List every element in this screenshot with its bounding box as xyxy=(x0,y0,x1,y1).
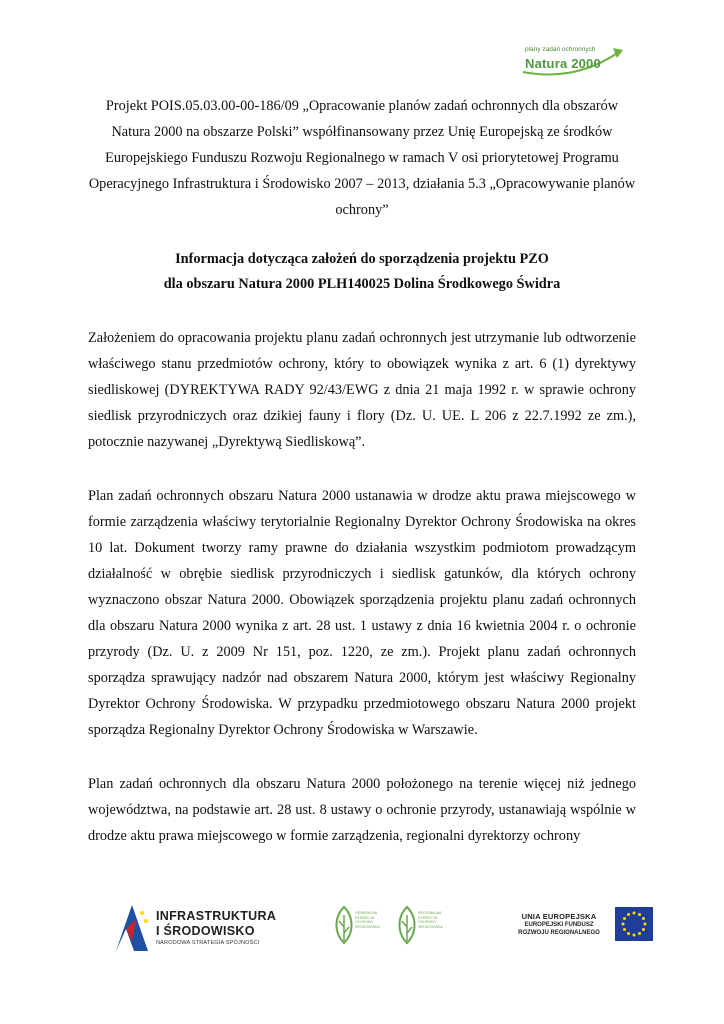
eu-star-icon xyxy=(638,932,641,935)
ios-line-3: NARODOWA STRATEGIA SPÓJNOŚCI xyxy=(156,940,260,946)
natura-tagline: plany zadań ochronnych xyxy=(525,46,596,53)
paragraph-2: Plan zadań ochronnych obszaru Natura 2000 ustanawia w drodze aktu prawa miejscowego w formie zarządzenia właściwy terytorialnie Regionalny Dyrektor Ochrony Środowiska na okres 10 lat. Dokument tworzy ramy prawne do działania wszystkim podmiotom prowadzącym działalność w obrębie siedlisk przyrodniczych i siedlisk gatunków, dla których ochrony wyznaczono obszar Natura 2000. Obowiązek sporządzenia projektu planu zadań ochronnych dla obszaru Natura 2000 wynika z art. 28 ust. 1 ustawy z dnia 16 kwietnia 2004 r. o ochronie przyrody (Dz. U. z 2009 Nr 151, poz. 1220, ze zm.). Projekt planu zadań ochronnych sporządza sprawujący nadzór nad obszarem Natura 2000, którym jest właściwy Regionalny Dyrektor Ochrony Środowiska. W przypadku przedmiotowego obszaru Natura 2000 projekt sporządza Regionalny Dyrektor Ochrony Środowiska w Warszawie. xyxy=(88,488,636,738)
eu-flag-icon xyxy=(615,907,653,941)
gdos-text: GENERALNA DYREKCJA OCHRONY ŚRODOWISKA xyxy=(355,911,380,929)
ios-line-2: I ŚRODOWISKO xyxy=(156,924,255,938)
eu-star-icon xyxy=(623,917,626,920)
leaf-icon xyxy=(396,905,418,945)
footer-logos xyxy=(0,893,724,963)
project-intro: Projekt POIS.05.03.00-00-186/09 „Opracowanie planów zadań ochronnych dla obszarów Natura 2000 na obszarze Polski” współfinansowany przez Unię Europejską ze środków Europejskiego Funduszu Rozwoju Regionalnego w ramach V osi priorytetowej Programu Operacyjnego Infrastruktura i Środowisko 2007 – 2013, działania 5.3 „Opracowywanie planów ochrony” xyxy=(88,98,636,218)
eu-line-2: EUROPEJSKI FUNDUSZ xyxy=(524,922,594,928)
document-title xyxy=(88,247,636,297)
infrastruktura-srodowisko-logo xyxy=(112,901,282,953)
ios-line-1: INFRASTRUKTURA xyxy=(156,909,277,923)
rdos-logo xyxy=(396,905,443,945)
eu-star-icon xyxy=(633,934,636,937)
eu-star-icon xyxy=(627,932,630,935)
eu-star-icon xyxy=(627,913,630,916)
eu-star-icon xyxy=(642,917,645,920)
eu-star-icon xyxy=(644,923,647,926)
eu-star-icon xyxy=(633,912,636,915)
title-line-2: dla obszaru Natura 2000 PLH140025 Dolina Środkowego Świdra xyxy=(163,276,561,292)
rdos-text: REGIONALNA DYREKCJA OCHRONY ŚRODOWISKA xyxy=(418,911,443,929)
paragraph-3: Plan zadań ochronnych dla obszaru Natura 2000 położonego na terenie więcej niż jednego województwa, na podstawie art. 28 ust. 8 ustawy o ochronie przyrody, ustanawiają wspólnie w drodze aktu prawa miejscowego w formie zarządzenia, regionalni dyrektorzy ochrony xyxy=(88,776,636,844)
title-line-1: Informacja dotycząca założeń do sporządzenia projektu PZO xyxy=(175,251,549,267)
natura-2000-logo xyxy=(515,42,627,78)
paragraph-1: Założeniem do opracowania projektu planu zadań ochronnych jest utrzymanie lub odtworzenie właściwego stanu przedmiotów ochrony, który to obowiązek wynika z art. 6 (1) dyrektywy siedliskowej (DYREKTYWA RADY 92/43/EWG z dnia 21 maja 1992 r. w sprawie ochrony siedlisk przyrodniczych oraz dzikiej fauny i flory (Dz. U. UE. L 206 z 22.7.1992 ze zm.), potocznie nazywanej „Dyrektywą Siedliskową”. xyxy=(88,330,636,450)
eu-star-icon xyxy=(623,928,626,931)
ios-flag-icon xyxy=(112,901,152,953)
gdos-logo xyxy=(333,905,380,945)
natura-brand: Natura 2000 xyxy=(525,56,601,71)
leaf-icon xyxy=(333,905,355,945)
eu-line-3: ROZWOJU REGIONALNEGO xyxy=(518,930,600,936)
eu-line-1: UNIA EUROPEJSKA xyxy=(521,912,597,921)
eu-star-icon xyxy=(638,913,641,916)
eu-star-icon xyxy=(642,928,645,931)
eu-star-icon xyxy=(622,923,625,926)
eu-logo xyxy=(505,907,655,947)
document-body xyxy=(88,93,636,849)
